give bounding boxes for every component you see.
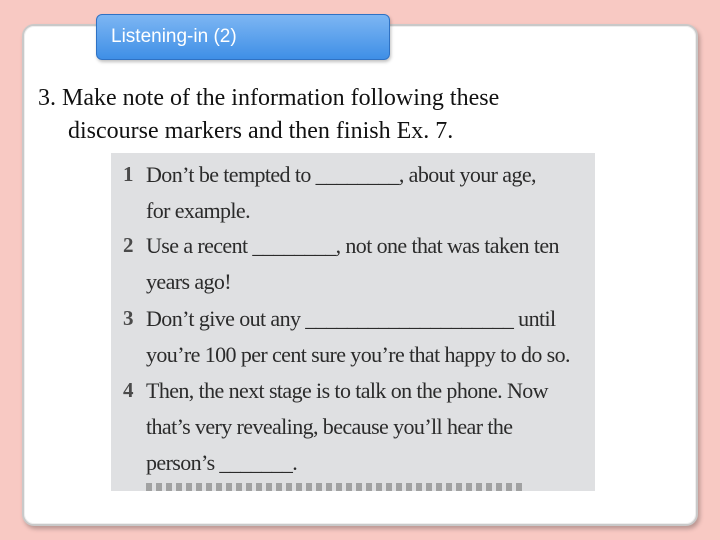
instruction-line-2: discourse markers and then finish Ex. 7. xyxy=(68,118,454,144)
exercise-text xyxy=(146,228,586,300)
instruction-line-1: 3. Make note of the information following these xyxy=(38,85,500,111)
exercise-line: for example. xyxy=(146,198,250,223)
exercise-line: Use a recent ________, not one that was taken ten xyxy=(146,233,559,258)
exercise-image xyxy=(111,153,595,491)
section-title: Listening-in (2) xyxy=(111,26,237,47)
exercise-line: Don’t give out any ____________________ until xyxy=(146,306,556,331)
section-title-tab xyxy=(96,14,390,60)
cropped-text-remnant xyxy=(146,483,526,491)
exercise-line: Don’t be tempted to ________, about your age, xyxy=(146,162,536,187)
exercise-line: person’s _______. xyxy=(146,450,298,475)
instruction-text xyxy=(38,82,678,148)
exercise-number: 2 xyxy=(123,233,133,257)
exercise-number: 3 xyxy=(123,306,133,330)
exercise-text xyxy=(146,301,586,373)
exercise-line: Then, the next stage is to talk on the phone. Now xyxy=(146,378,548,403)
exercise-number: 1 xyxy=(123,162,133,186)
exercise-text xyxy=(146,157,586,229)
exercise-text xyxy=(146,373,586,481)
exercise-line: you’re 100 per cent sure you’re that happy to do so. xyxy=(146,342,570,367)
exercise-line: that’s very revealing, because you’ll hear the xyxy=(146,414,513,439)
exercise-line: years ago! xyxy=(146,269,232,294)
exercise-number: 4 xyxy=(123,378,133,402)
